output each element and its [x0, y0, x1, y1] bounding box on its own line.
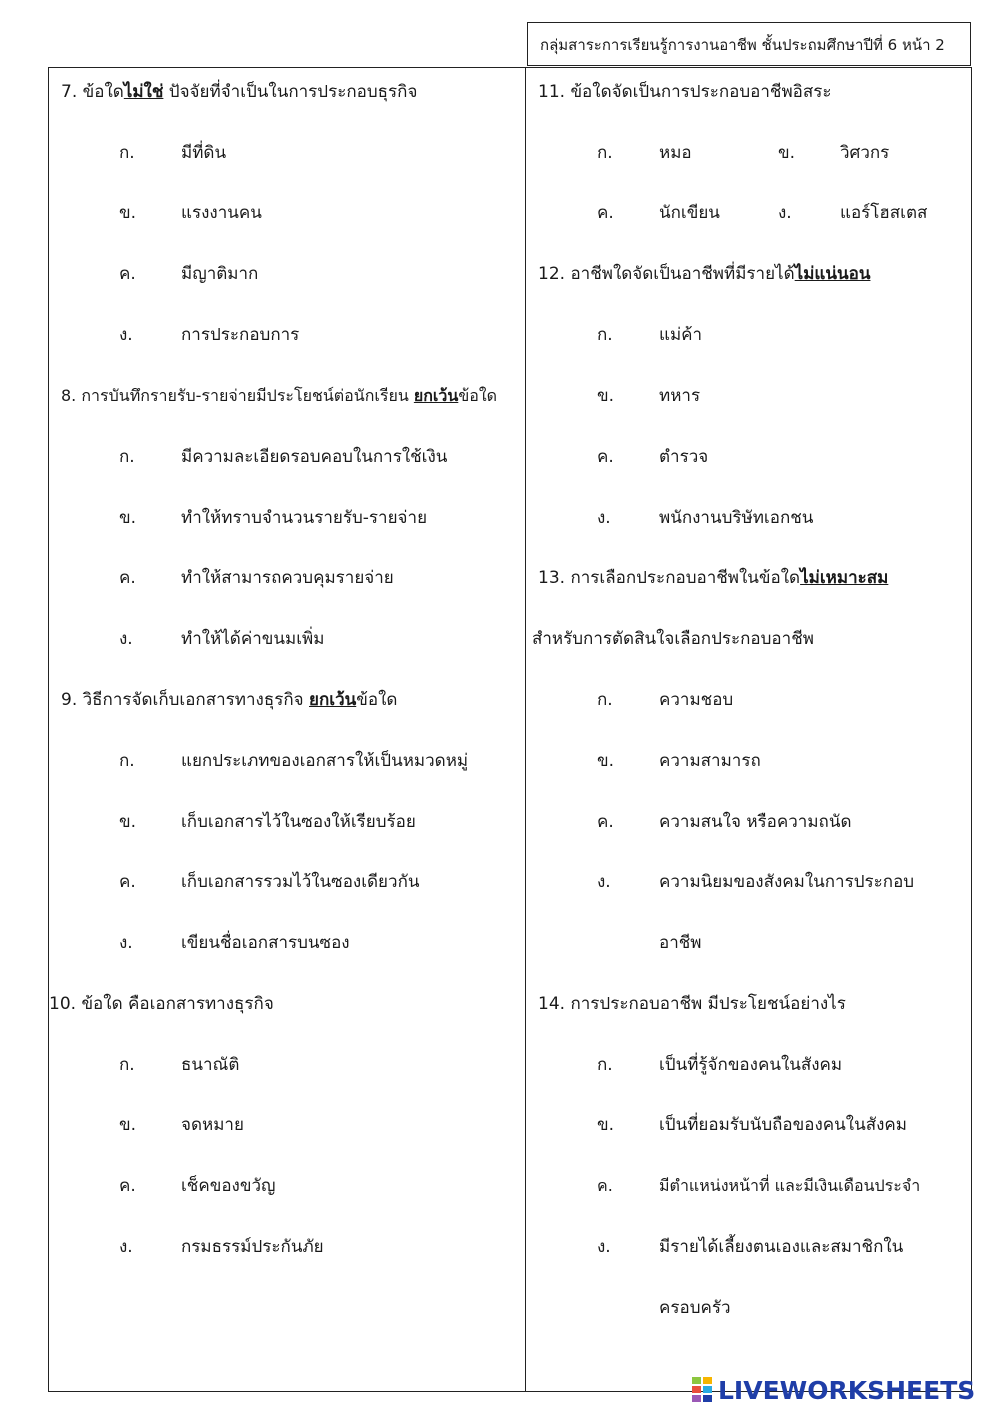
option-text: แรงงานคน	[181, 203, 262, 223]
option-text: การประกอบการ	[181, 325, 300, 345]
option-letter: ก.	[597, 690, 613, 710]
option-letter: ข.	[119, 508, 137, 528]
option-text: นักเขียน	[659, 203, 720, 223]
question-9: 9. วิธีการจัดเก็บเอกสารทางธุรกิจ ยกเว้นข้อใด	[61, 690, 398, 710]
option-letter: ค.	[119, 872, 136, 892]
option-text: ทำให้สามารถควบคุมรายจ่าย	[181, 568, 394, 588]
option-letter: ก.	[597, 143, 613, 163]
question-8: 8. การบันทึกรายรับ-รายจ่ายมีประโยชน์ต่อนักเรียน ยกเว้นข้อใด	[61, 386, 498, 405]
option-text: ทำให้ได้ค่าขนมเพิ่ม	[181, 629, 325, 649]
question-7: 7. ข้อใดไม่ใช่ ปัจจัยที่จำเป็นในการประกอบธุรกิจ	[61, 82, 418, 102]
option-letter: ง.	[119, 629, 133, 649]
option-continuation: ครอบครัว	[659, 1298, 731, 1318]
question-14: 14. การประกอบอาชีพ มีประโยชน์อย่างไร	[538, 994, 846, 1014]
question-13-emphasis: ไม่เหมาะสม	[800, 568, 889, 588]
question-7-emphasis: ไม่ใช่	[123, 82, 164, 102]
option-letter: ง.	[119, 933, 133, 953]
option-text: เป็นที่ยอมรับนับถือของคนในสังคม	[659, 1115, 907, 1135]
question-12: 12. อาชีพใดจัดเป็นอาชีพที่มีรายได้ไม่แน่นอน	[538, 264, 871, 284]
option-letter: ข.	[597, 386, 615, 406]
option-text: เป็นที่รู้จักของคนในสังคม	[659, 1055, 843, 1075]
option-letter: ก.	[597, 325, 613, 345]
option-letter: ข.	[597, 751, 615, 771]
option-letter: ข.	[119, 812, 137, 832]
header-text: กลุ่มสาระการเรียนรู้การงานอาชีพ ชั้นประถมศึกษาปีที่ 6 หน้า 2	[540, 36, 945, 54]
option-text: มีที่ดิน	[181, 143, 227, 163]
question-12-emphasis: ไม่แน่นอน	[794, 264, 871, 284]
option-letter: ค.	[119, 568, 136, 588]
option-letter: ค.	[597, 812, 614, 832]
question-11: 11. ข้อใดจัดเป็นการประกอบอาชีพอิสระ	[538, 82, 832, 102]
option-text: แม่ค้า	[659, 325, 703, 345]
option-text: แอร์โฮสเตส	[840, 203, 928, 223]
option-letter: ข.	[119, 1115, 137, 1135]
page-header	[527, 22, 971, 66]
question-13: 13. การเลือกประกอบอาชีพในข้อใดไม่เหมาะสม	[538, 568, 889, 588]
option-text: เก็บเอกสารไว้ในซองให้เรียบร้อย	[181, 812, 416, 832]
option-letter: ก.	[119, 447, 135, 467]
option-text: มีรายได้เลี้ยงตนเองและสมาชิกใน	[659, 1237, 904, 1257]
option-letter: ค.	[119, 264, 136, 284]
option-letter: ค.	[119, 1176, 136, 1196]
option-letter: ก.	[119, 143, 135, 163]
option-letter: ข.	[778, 143, 796, 163]
option-text: ความสามารถ	[659, 751, 761, 771]
option-text: เขียนชื่อเอกสารบนซอง	[181, 933, 350, 953]
option-text: มีตำแหน่งหน้าที่ และมีเงินเดือนประจำ	[659, 1176, 921, 1195]
option-letter: ง.	[119, 325, 133, 345]
question-9-emphasis: ยกเว้น	[309, 690, 357, 710]
column-divider	[525, 67, 526, 1392]
option-letter: ง.	[119, 1237, 133, 1257]
option-text: ความนิยมของสังคมในการประกอบ	[659, 872, 915, 892]
liveworksheets-logo	[692, 1373, 992, 1407]
option-text: เช็คของขวัญ	[181, 1176, 276, 1196]
option-letter: ก.	[119, 751, 135, 771]
option-text: ความชอบ	[659, 690, 734, 710]
question-13-line-2: สำหรับการตัดสินใจเลือกประกอบอาชีพ	[532, 629, 814, 649]
question-8-emphasis: ยกเว้น	[413, 386, 459, 405]
option-letter: ค.	[597, 1176, 613, 1195]
liveworksheets-logo-icon	[692, 1377, 714, 1403]
option-text: มีญาติมาก	[181, 264, 259, 284]
option-text: ทหาร	[659, 386, 701, 406]
option-text: ธนาณัติ	[181, 1055, 240, 1075]
option-text: ความสนใจ หรือความถนัด	[659, 812, 852, 832]
option-text: ทำให้ทราบจำนวนรายรับ-รายจ่าย	[181, 508, 428, 528]
question-10: 10. ข้อใด คือเอกสารทางธุรกิจ	[49, 994, 274, 1014]
option-letter: ค.	[597, 203, 614, 223]
option-letter: ค.	[597, 447, 614, 467]
option-text: มีความละเอียดรอบคอบในการใช้เงิน	[181, 447, 448, 467]
option-text: เก็บเอกสารรวมไว้ในซองเดียวกัน	[181, 872, 420, 892]
option-text: วิศวกร	[840, 143, 890, 163]
option-letter: ง.	[597, 1237, 611, 1257]
option-letter: ง.	[778, 203, 792, 223]
option-text: จดหมาย	[181, 1115, 244, 1135]
liveworksheets-logo-text: LIVEWORKSHEETS	[718, 1375, 976, 1405]
option-text: ตำรวจ	[659, 447, 709, 467]
option-letter: ง.	[597, 508, 611, 528]
option-letter: ข.	[597, 1115, 615, 1135]
option-text: พนักงานบริษัทเอกชน	[659, 508, 814, 528]
option-letter: ง.	[597, 872, 611, 892]
option-letter: ข.	[119, 203, 137, 223]
option-continuation: อาชีพ	[659, 933, 702, 953]
option-text: กรมธรรม์ประกันภัย	[181, 1237, 324, 1257]
option-letter: ก.	[119, 1055, 135, 1075]
option-text: แยกประเภทของเอกสารให้เป็นหมวดหมู่	[181, 751, 469, 771]
option-text: หมอ	[659, 143, 692, 163]
option-letter: ก.	[597, 1055, 613, 1075]
